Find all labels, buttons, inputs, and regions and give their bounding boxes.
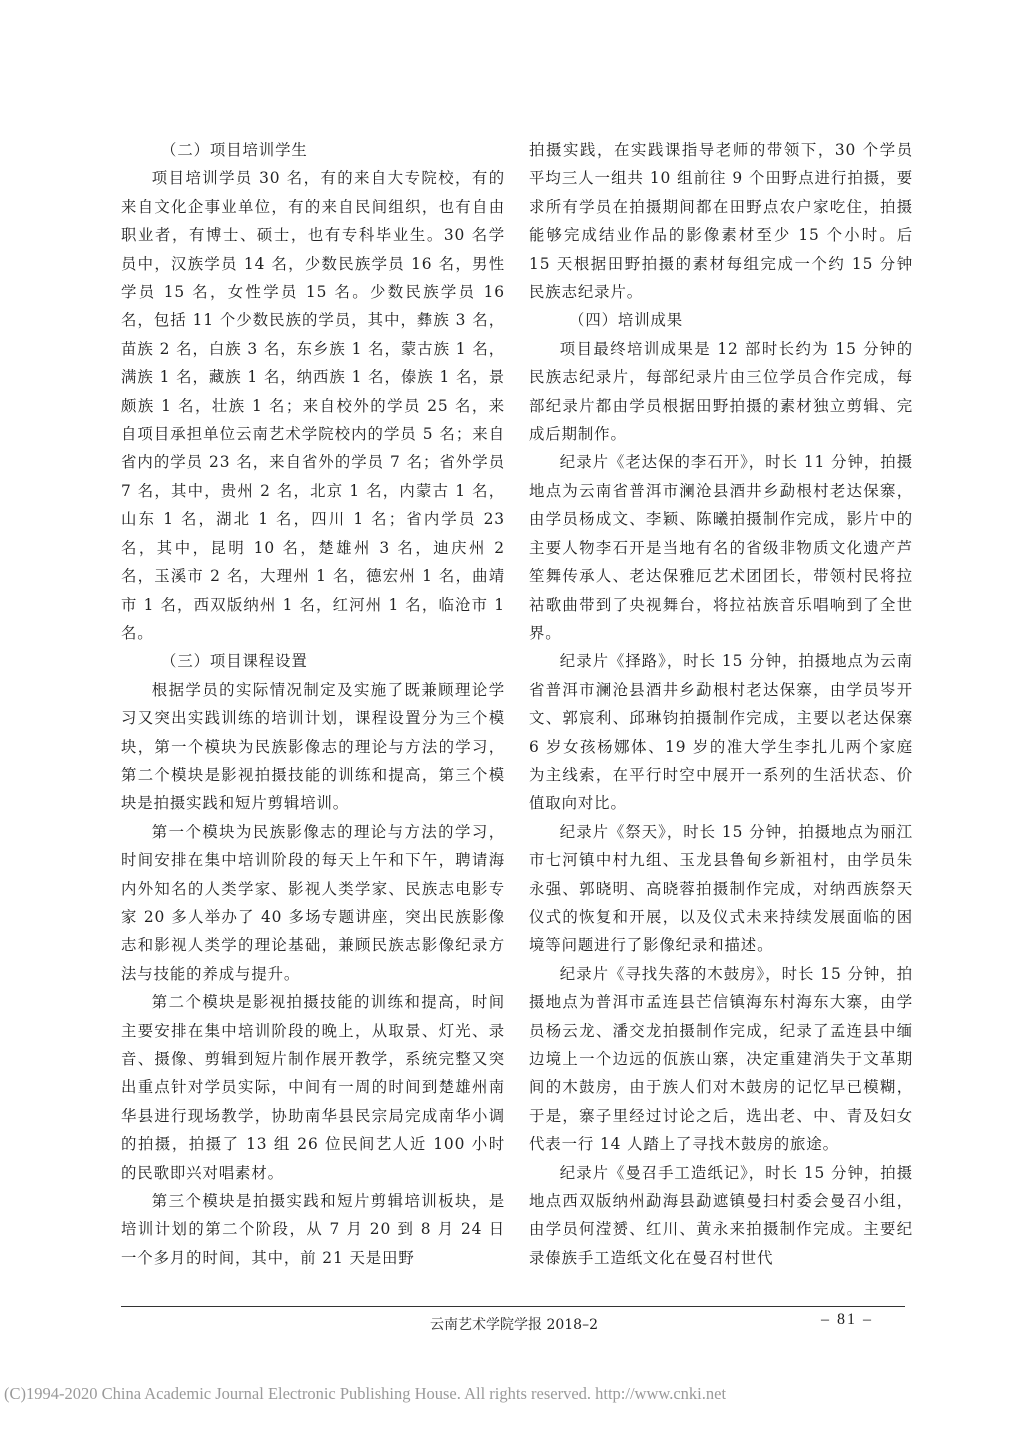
right-column (529, 136, 913, 1272)
section-heading-results: （四）培训成果 (569, 311, 684, 330)
section-heading-curriculum: （三）项目课程设置 (161, 652, 308, 671)
footer-rule (121, 1306, 905, 1307)
copyright-notice: (C)1994-2020 China Academic Journal Electronic Publishing House. All rights reserved. http://www.cnki.net (4, 1384, 727, 1403)
journal-name: 云南艺术学院学报 2018–2 (430, 1317, 598, 1333)
section-heading-students: （二）项目培训学生 (161, 141, 308, 159)
paragraph-film-manzhao: 纪录片《曼召手工造纸记》，时长 15 分钟，拍摄地点西双版纳州勐海县勐遮镇曼扫村委会曼召小组，由学员何滢赟、红川、黄永来拍摄制作完成。主要纪录傣族手工造纸文化在曼召村世代 (529, 1163, 913, 1267)
paragraph-students: 项目培训学员 30 名，有的来自大专院校，有的来自文化企事业单位，有的来自民间组织，也有自由职业者，有博士、硕士，也有专科毕业生。30 名学员中，汉族学员 14 名，少数民族学员 16 名，男性学员 15 名，女性学员 15 名。少数民族学员 16 名，包括 11 个少数民族的学员，其中，彝族 3 名，苗族 2 名，白族 3 名，东乡族 1 名，蒙古族 1 名，满族 1 名，藏族 1 名，纳西族 1 名，傣族 1 名，景颇族 1 名，壮族 1 名；来自校外的学员 25 名，来自项目承担单位云南艺术学院校内的学员 5 名；来自省内的学员 23 名，来自省外的学员 7 名；省外学员 7 名，其中，贵州 2 名，北京 1 名，内蒙古 1 名，山东 1 名，湖北 1 名，四川 1 名；省内学员 23 名，其中，昆明 10 名，楚雄州 3 名，迪庆州 2 名，玉溪市 2 名，大理州 1 名，德宏州 1 名，曲靖市 1 名，西双版纳州 1 名，红河州 1 名，临沧市 1 名。 (121, 169, 505, 642)
paragraph-film-jitian: 纪录片《祭天》，时长 15 分钟，拍摄地点为丽江市七河镇中村九组、玉龙县鲁甸乡新祖村，由学员朱永强、郭晓明、高晓蓉拍摄制作完成，对纳西族祭天仪式的恢复和开展，以及仪式未来持续发展面临的困境等问题进行了影像纪录和描述。 (529, 822, 913, 955)
paragraph-module-two: 第二个模块是影视拍摄技能的训练和提高，时间主要安排在集中培训阶段的晚上，从取景、灯光、录音、摄像、剪辑到短片制作展开教学，系统完整又突出重点针对学员实际，中间有一周的时间到楚雄州南华县进行现场教学，协助南华县民宗局完成南华小调的拍摄，拍摄了 13 组 26 位民间艺人近 100 小时的民歌即兴对唱素材。 (121, 993, 505, 1182)
paragraph-curriculum-overview: 根据学员的实际情况制定及实施了既兼顾理论学习又突出实践训练的培训计划，课程设置分为三个模块，第一个模块为民族影像志的理论与方法的学习，第二个模块是影视拍摄技能的训练和提高，第三个模块是拍摄实践和短片剪辑培训。 (121, 680, 505, 813)
paragraph-film-mugufang: 纪录片《寻找失落的木鼓房》，时长 15 分钟，拍摄地点为普洱市孟连县芒信镇海东村海东大寨，由学员杨云龙、潘交龙拍摄制作完成，纪录了孟连县中缅边境上一个边远的佤族山寨，决定重建消失于文革期间的木鼓房，由于族人们对木鼓房的记忆早已模糊，于是，寨子里经过讨论之后，选出老、中、青及妇女代表一行 14 人踏上了寻找木鼓房的旅途。 (529, 964, 913, 1154)
paragraph-film-lishikai: 纪录片《老达保的李石开》，时长 11 分钟，拍摄地点为云南省普洱市澜沧县酒井乡勐根村老达保寨，由学员杨成文、李颖、陈曦拍摄制作完成，影片中的主要人物李石开是当地有名的省级非物质文化遗产芦笙舞传承人、老达保雅厄艺术团团长，带领村民将拉祜歌曲带到了央视舞台，将拉祜族音乐唱响到了全世界。 (529, 453, 913, 642)
paragraph-module-three: 第三个模块是拍摄实践和短片剪辑培训板块，是培训计划的第二个阶段，从 7 月 20 到 8 月 24 日一个多月的时间，其中，前 21 天是田野 (121, 1192, 505, 1267)
paragraph-module-three-continued: 拍摄实践，在实践课指导老师的带领下，30 个学员平均三人一组共 10 组前往 9 个田野点进行拍摄，要求所有学员在拍摄期间都在田野点农户家吃住，拍摄能够完成结业作品的影像素材至少 15 个小时。后 15 天根据田野拍摄的素材每组完成一个约 15 分钟民族志纪录片。 (529, 141, 913, 302)
left-column (121, 136, 505, 1272)
page-number: – 81 – (821, 1311, 873, 1328)
paragraph-film-zelu: 纪录片《择路》，时长 15 分钟，拍摄地点为云南省普洱市澜沧县酒井乡勐根村老达保寨，由学员岑开文、郭宸利、邱琳钧拍摄制作完成，主要以老达保寨 6 岁女孩杨娜体、19 岁的准大学生李扎儿两个家庭为主线索，在平行时空中展开一系列的生活状态、价值取向对比。 (529, 652, 913, 813)
paragraph-module-one: 第一个模块为民族影像志的理论与方法的学习，时间安排在集中培训阶段的每天上午和下午，聘请海内外知名的人类学家、影视人类学家、民族志电影专家 20 多人举办了 40 多场专题讲座，突出民族影像志和影视人类学的理论基础，兼顾民族志影像纪录方法与技能的养成与提升。 (121, 822, 505, 983)
paragraph-results-overview: 项目最终培训成果是 12 部时长约为 15 分钟的民族志纪录片，每部纪录片由三位学员合作完成，每部纪录片都由学员根据田野拍摄的素材独立剪辑、完成后期制作。 (529, 339, 913, 444)
